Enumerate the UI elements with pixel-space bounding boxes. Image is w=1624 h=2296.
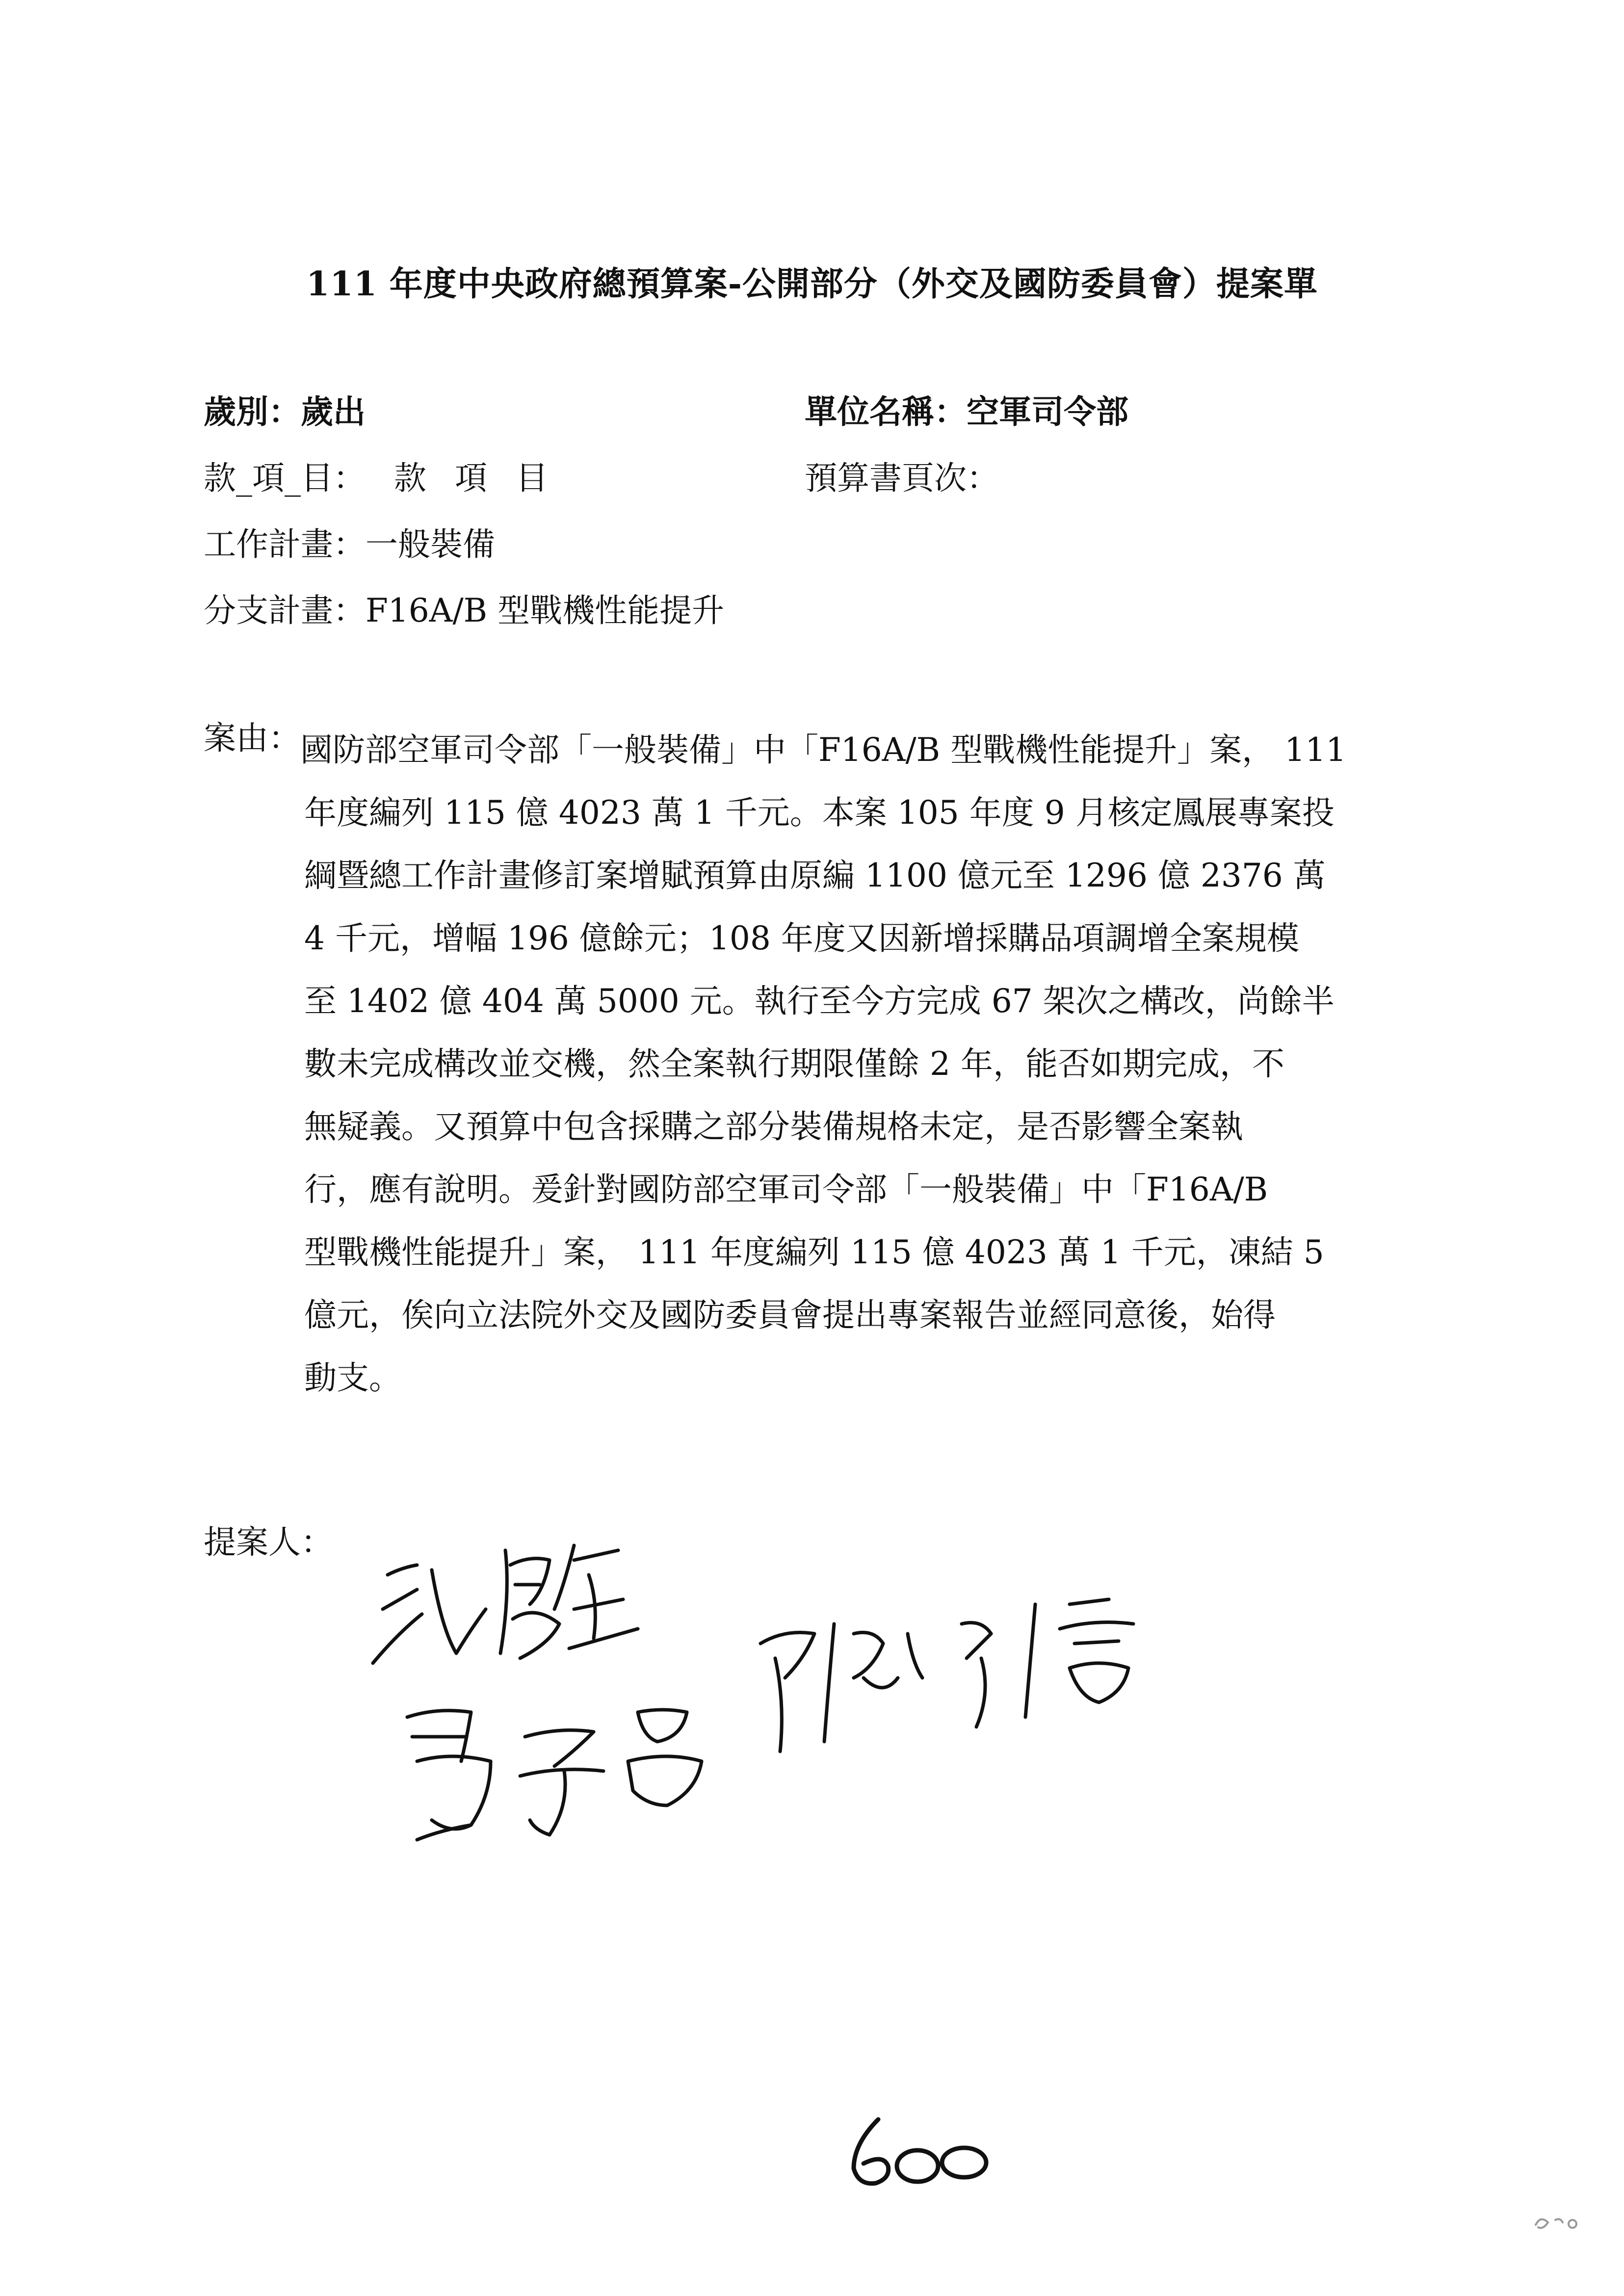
item-value-kuan: 款 [394, 459, 426, 497]
case-line: 綱暨總工作計畫修訂案增賦預算由原編 1100 億元至 1296 億 2376 萬 [304, 857, 1326, 894]
handwritten-signatures [343, 1531, 1276, 1874]
case-line: 億元，俟向立法院外交及國防委員會提出專案報告並經同意後，始得 [304, 1296, 1276, 1334]
case-line: 型戰機性能提升」案， 111 年度編列 115 億 4023 萬 1 千元，凍結 5 [304, 1233, 1324, 1271]
proposer-label: 提案人： [204, 1523, 333, 1561]
case-line: 4 千元，增幅 196 億餘元；108 年度又因新增採購品項調增全案規模 [304, 919, 1299, 957]
case-line: 至 1402 億 404 萬 5000 元。執行至今方完成 67 架次之構改，尚餘半 [304, 982, 1335, 1020]
signature-1 [373, 1545, 638, 1663]
sub-plan-field [204, 591, 724, 630]
document-title: 111 年度中央政府總預算案-公開部分（外交及國防委員會）提案單 [306, 264, 1318, 304]
page-number-drawing [834, 2110, 996, 2193]
item-field [204, 459, 548, 497]
item-values [366, 459, 548, 497]
sub-plan-label: 分支計畫： [204, 592, 366, 629]
scan-mark-drawing [1531, 2210, 1580, 2235]
case-line: 無疑義。又預算中包含採購之部分裝備規格未定，是否影響全案執 [304, 1108, 1243, 1146]
scan-mark [1531, 2210, 1580, 2235]
case-line: 動支。 [304, 1359, 401, 1397]
page-ref-field [805, 459, 999, 497]
page-ref-label: 預算書頁次： [805, 459, 999, 497]
signature-drawing [343, 1531, 1276, 1874]
case-line: 數未完成構改並交機，然全案執行期限僅餘 2 年，能否如期完成，不 [304, 1045, 1284, 1083]
work-plan-field [204, 525, 495, 564]
work-plan-value: 一般裝備 [366, 525, 495, 563]
category-label: 歲別： [204, 392, 301, 431]
signature-3 [760, 1599, 1133, 1751]
case-line: 年度編列 115 億 4023 萬 1 千元。本案 105 年度 9 月核定鳳展專案投 [304, 794, 1335, 832]
case-line: 行，應有說明。爰針對國防部空軍司令部「一般裝備」中「F16A/B [304, 1171, 1268, 1208]
unit-field [805, 392, 1128, 431]
item-label: 款_項_目： [204, 459, 366, 497]
item-value-xiang: 項 [455, 459, 487, 497]
category-field [204, 392, 366, 431]
signature-2 [407, 1710, 702, 1840]
case-label: 案由： [204, 719, 301, 757]
unit-value: 空軍司令部 [967, 392, 1128, 431]
category-value: 歲出 [301, 392, 366, 431]
handwritten-page-number [834, 2110, 996, 2193]
case-body [300, 719, 1472, 1409]
unit-label: 單位名稱： [805, 392, 967, 431]
item-value-mu: 目 [516, 459, 548, 497]
sub-plan-value: F16A/B 型戰機性能提升 [366, 592, 725, 629]
work-plan-label: 工作計畫： [204, 525, 366, 563]
case-line: 國防部空軍司令部「一般裝備」中「F16A/B 型戰機性能提升」案， 111 [300, 731, 1347, 769]
